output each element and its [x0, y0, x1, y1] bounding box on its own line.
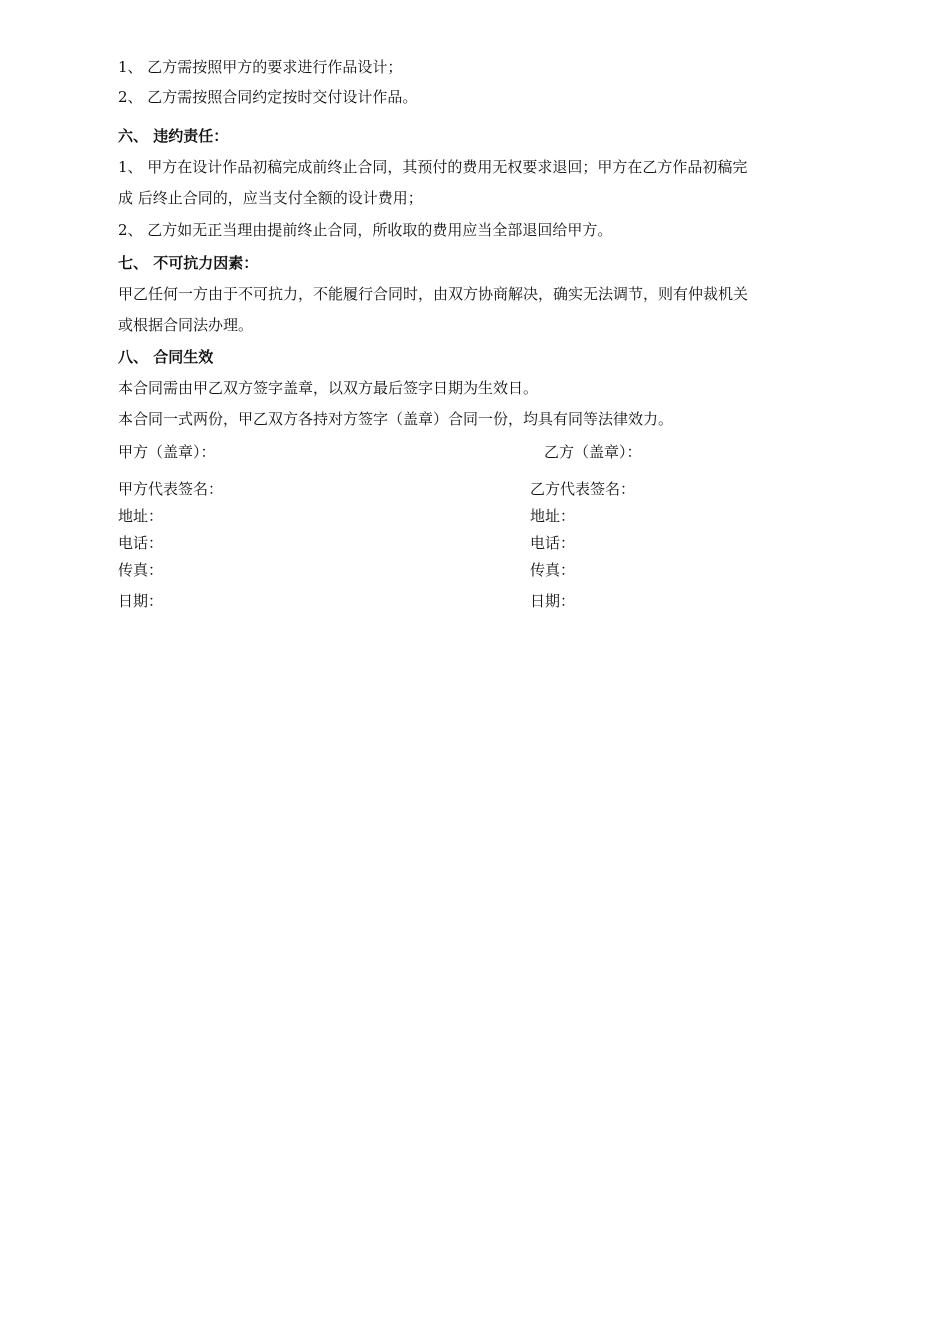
section-8-line-2: 本合同一式两份，甲乙双方各持对方签字（盖章）合同一份，均具有同等法律效力。	[118, 410, 674, 428]
section-7-line-1: 甲乙任何一方由于不可抗力，不能履行合同时，由双方协商解决，确实无法调节，则有仲裁机关	[118, 285, 749, 303]
section-8-line-1: 本合同需由甲乙双方签字盖章，以双方最后签字日期为生效日。	[118, 379, 539, 397]
party-a-seal-label: 甲方（盖章）：	[118, 443, 216, 461]
party-a-address-label: 地址：	[118, 507, 164, 525]
section-6-item-2: 2、 乙方如无正当理由提前终止合同，所收取的费用应当全部退回给甲方。	[118, 221, 613, 239]
section-6-heading: 六、 违约责任：	[118, 127, 229, 145]
section-7-line-2: 或根据合同法办理。	[118, 316, 254, 334]
section-6-item-1-line-1: 1、 甲方在设计作品初稿完成前终止合同，其预付的费用无权要求退回；甲方在乙方作品初稿完	[118, 158, 748, 176]
party-a-rep-label: 甲方代表签名：	[118, 480, 224, 498]
section-6-item-1-line-2: 成 后终止合同的，应当支付全额的设计费用；	[118, 189, 423, 207]
party-b-seal-label: 乙方（盖章）：	[544, 443, 642, 461]
clause-item-2: 2、 乙方需按照合同约定按时交付设计作品。	[118, 88, 418, 106]
party-b-phone-label: 电话：	[530, 534, 576, 552]
party-b-date-label: 日期：	[530, 592, 576, 610]
party-a-phone-label: 电话：	[118, 534, 164, 552]
party-a-date-label: 日期：	[118, 592, 164, 610]
clause-item-1: 1、 乙方需按照甲方的要求进行作品设计；	[118, 58, 403, 76]
party-b-fax-label: 传真：	[530, 561, 576, 579]
party-b-rep-label: 乙方代表签名：	[530, 480, 636, 498]
party-b-address-label: 地址：	[530, 507, 576, 525]
section-8-heading: 八、 合同生效	[118, 348, 214, 366]
party-a-fax-label: 传真：	[118, 561, 164, 579]
section-7-heading: 七、 不可抗力因素：	[118, 254, 259, 272]
